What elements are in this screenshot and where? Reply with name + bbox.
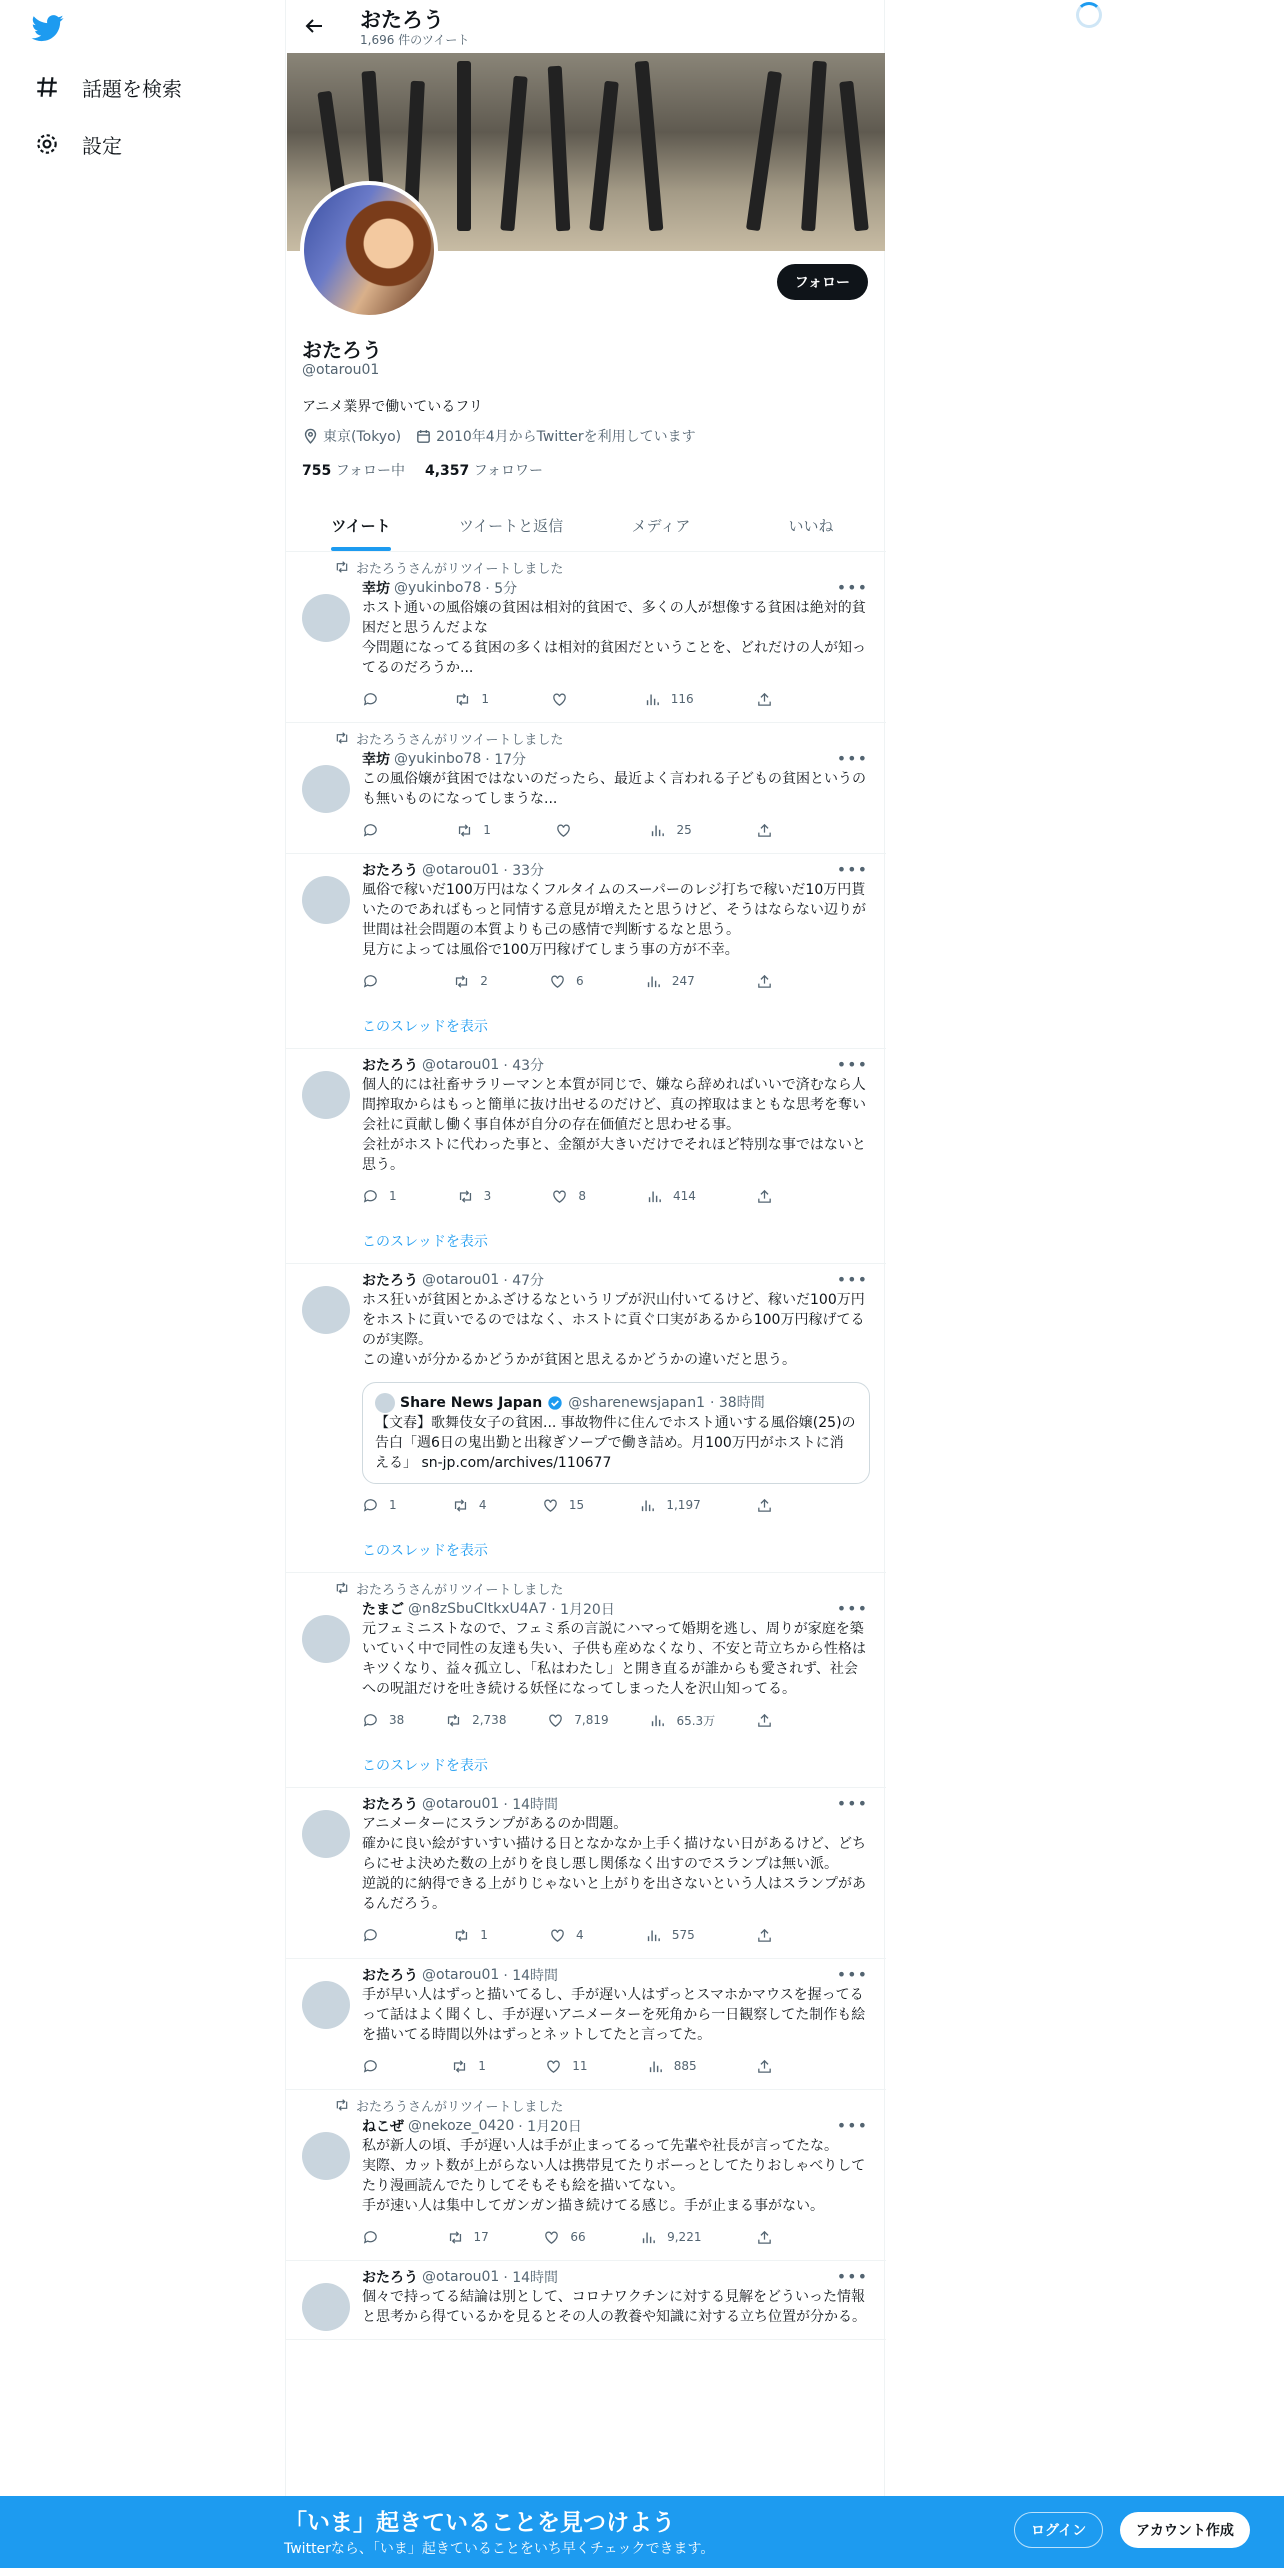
retweet-icon	[447, 2229, 464, 2246]
heart-icon	[555, 822, 572, 839]
more-options-icon[interactable]: •••	[836, 578, 868, 597]
signup-subtext: Twitterなら、「いま」起きていることをいち早くチェックできます。	[284, 2541, 715, 2557]
signup-banner	[0, 2496, 1284, 2568]
more-options-icon[interactable]: •••	[836, 1055, 868, 1074]
tweet-time[interactable]: · 43分	[503, 1058, 545, 1074]
signup-headline: 「いま」起きていることを見つけよう	[284, 2510, 675, 2536]
tweet-text: 風俗で稼いだ100万円はなくフルタイムのスーパーのレジ打ちで稼いだ10万円貰いたのであればもっと同情する意見が増えたと思うけど、そうはならない辺りが世間は社会問題の本質よりも己の感情で判断するなと思う。 見方によっては風俗で100万円稼げてしまう事の方が不幸。	[362, 882, 866, 958]
join-date	[415, 426, 695, 446]
verified-badge-icon	[547, 1395, 563, 1411]
tweet-time[interactable]: · 14時間	[503, 1797, 559, 1813]
analytics-icon	[646, 1188, 663, 1205]
retweet-icon	[453, 1927, 470, 1944]
tweet-actions	[362, 1185, 786, 1207]
tweet[interactable]	[286, 1788, 886, 1959]
view-count: 885	[673, 2059, 697, 2073]
analytics-icon	[639, 1497, 656, 1514]
tweet-avatar[interactable]	[302, 1981, 350, 2029]
following-link[interactable]: 755 フォロー中	[302, 463, 405, 479]
share-button[interactable]	[756, 822, 786, 839]
reply-button[interactable]	[362, 1497, 397, 1514]
reply-button[interactable]	[362, 822, 392, 839]
main-column	[285, 0, 885, 2568]
hashtag-icon	[34, 74, 60, 100]
heart-icon	[551, 691, 568, 708]
profile-bio: アニメ業界で働いているフリ	[302, 399, 483, 415]
views-button[interactable]	[649, 822, 691, 839]
tweet[interactable]	[286, 1573, 886, 1788]
like-count: 8	[578, 1189, 586, 1203]
more-options-icon[interactable]: •••	[836, 1794, 868, 1813]
retweet-icon	[452, 1497, 469, 1514]
profile-header	[286, 0, 886, 52]
join-date-text: 2010年4月からTwitterを利用しています	[436, 429, 696, 445]
share-icon	[756, 1712, 773, 1729]
tweet-text: 元フェミニストなので、フェミ系の言説にハマって婚期を逃し、周りが家庭を築いていく中で同性の友達も失い、子供も産めなくなり、不安と苛立ちから性格はキツくなり、益々孤立し、「私はわたし」と開き直るが誰からも愛されず、社会への呪詛だけを吐き続ける妖怪になってしまった人を沢山知ってる。	[362, 1621, 866, 1697]
tweet-time[interactable]: · 1月20日	[551, 1602, 615, 1618]
reply-icon	[362, 1927, 379, 1944]
tweet-author-name[interactable]: 幸坊	[362, 752, 390, 768]
profile-name: おたろう	[302, 338, 382, 362]
analytics-icon	[644, 691, 661, 708]
retweet-indicator-label: おたろうさんがリツイートしました	[356, 1582, 564, 1598]
view-count: 575	[671, 1928, 695, 1942]
tweet-avatar[interactable]	[302, 876, 350, 924]
like-button[interactable]	[545, 2058, 587, 2075]
view-count: 65.3万	[676, 1713, 716, 1728]
analytics-icon	[649, 822, 666, 839]
tweet-author-handle[interactable]: @otarou01	[422, 2269, 500, 2285]
retweet-button[interactable]	[453, 1927, 488, 1944]
tab-media[interactable]: メディア	[631, 517, 691, 535]
tweet-avatar[interactable]	[302, 2283, 350, 2331]
view-count: 1,197	[666, 1498, 701, 1512]
tweet-text: 私が新人の頃、手が遅い人は手が止まってるって先輩や社長が言ってたな。 実際、カット数が上がらない人は携帯見てたりボーっとしてたりおしゃべりしてたり漫画読んでたりしてそもそも絵を描いてない。 手が速い人は集中してガンガン描き続けてる感じ。手が止まる事がない。	[362, 2138, 866, 2214]
tweet-header	[362, 578, 870, 598]
tweet-text: この風俗嬢が貧困ではないのだったら、最近よく言われる子どもの貧困というのも無いものになってしまうな...	[362, 771, 866, 807]
reply-icon	[362, 973, 379, 990]
tweet-author-handle[interactable]: @otarou01	[422, 862, 500, 878]
follow-button[interactable]: フォロー	[777, 264, 868, 300]
followers-link[interactable]: 4,357 フォロワー	[425, 463, 544, 479]
loading-spinner-icon	[1076, 2, 1102, 28]
nav-explore-label: 話題を検索	[82, 76, 182, 101]
like-count: 11	[572, 2059, 588, 2073]
share-icon	[756, 1188, 773, 1205]
signup-button[interactable]: アカウント作成	[1120, 2512, 1250, 2548]
tab-tweets[interactable]: ツイート	[286, 500, 436, 551]
location-text: 東京(Tokyo)	[323, 429, 402, 445]
heart-icon	[542, 1497, 559, 1514]
tab-tweets-replies[interactable]: ツイートと返信	[458, 517, 564, 535]
like-count: 7,819	[574, 1713, 609, 1727]
like-button[interactable]	[551, 691, 581, 708]
show-thread-link[interactable]: このスレッドを表示	[362, 1758, 488, 1774]
show-thread-link[interactable]: このスレッドを表示	[362, 1543, 488, 1559]
tweet-time[interactable]: · 47分	[503, 1273, 545, 1289]
share-icon	[756, 973, 773, 990]
tweet-header	[362, 2267, 870, 2287]
tweet-text: 手が早い人はずっと描いてるし、手が遅い人はずっとスマホかマウスを握ってるって話はよく聞くし、手が遅いアニメーターを死角から一日観察してた制作も絵を描いてる時間以外はずっとネットしてたと言ってた。	[362, 1987, 866, 2043]
analytics-icon	[640, 2229, 657, 2246]
views-button[interactable]	[646, 1188, 696, 1205]
more-options-icon[interactable]: •••	[836, 1270, 868, 1289]
quoted-author-handle: @sharenewsjapan1	[568, 1395, 705, 1411]
like-count: 6	[576, 974, 584, 988]
tweet-author-name[interactable]: 幸坊	[362, 581, 390, 597]
retweet-indicator	[334, 2096, 870, 2114]
retweet-count: 1	[481, 692, 489, 706]
profile-meta	[302, 426, 696, 446]
views-button[interactable]	[645, 1927, 695, 1944]
tweet-time[interactable]: · 17分	[485, 752, 527, 768]
tweet-header	[362, 1965, 870, 1985]
retweet-count: 17	[473, 2230, 489, 2244]
heart-icon	[543, 2229, 560, 2246]
like-button[interactable]	[549, 973, 584, 990]
more-options-icon[interactable]: •••	[836, 860, 868, 879]
retweet-icon	[451, 2058, 468, 2075]
more-options-icon[interactable]: •••	[836, 1965, 868, 1984]
tweet-avatar[interactable]	[302, 1810, 350, 1858]
quoted-time: · 38時間	[709, 1395, 765, 1411]
tweet-author-handle[interactable]: @yukinbo78	[394, 751, 482, 767]
retweet-indicator-label: おたろうさんがリツイートしました	[356, 561, 564, 577]
tweet-time[interactable]: · 33分	[503, 863, 545, 879]
views-button[interactable]	[645, 973, 695, 990]
reply-button[interactable]	[362, 2058, 392, 2075]
share-icon	[756, 2058, 773, 2075]
retweet-button[interactable]	[451, 2058, 486, 2075]
views-button[interactable]	[640, 2229, 701, 2246]
tweet-avatar[interactable]	[302, 2132, 350, 2180]
tweet[interactable]	[286, 2261, 886, 2340]
tweet-header	[362, 1794, 870, 1814]
tweet-text: 個人的には社畜サラリーマンと本質が同じで、嫌なら辞めればいいで済むなら人間搾取からはもっと簡単に抜け出せるのだけど、真の搾取はまともな思考を奪い会社に貢献し働く事自体が自分の存在価値だと思わせる事。 会社がホストに代わった事と、金額が大きいだけでそれほど特別な事ではないと思う。	[362, 1077, 866, 1173]
retweet-icon	[456, 822, 473, 839]
retweet-indicator-label: おたろうさんがリツイートしました	[356, 732, 564, 748]
reply-button[interactable]	[362, 2229, 392, 2246]
back-arrow-icon[interactable]	[302, 14, 326, 38]
retweet-button[interactable]	[447, 2229, 489, 2246]
tweet-header	[362, 749, 870, 769]
reply-icon	[362, 1188, 379, 1205]
nav-settings[interactable]	[34, 124, 122, 164]
retweet-button[interactable]	[456, 822, 491, 839]
retweet-count: 1	[480, 1928, 488, 1942]
tweet-author-name[interactable]: おたろう	[362, 863, 418, 879]
tweet-actions	[362, 688, 786, 710]
tweet-author-handle[interactable]: @otarou01	[422, 1057, 500, 1073]
tweet-avatar[interactable]	[302, 1071, 350, 1119]
tweet-author-name[interactable]: おたろう	[362, 1797, 418, 1813]
more-options-icon[interactable]: •••	[836, 1599, 868, 1618]
share-button[interactable]	[756, 1497, 786, 1514]
share-button[interactable]	[756, 1188, 786, 1205]
analytics-icon	[645, 973, 662, 990]
share-icon	[756, 1927, 773, 1944]
retweet-indicator	[334, 558, 870, 576]
tweet-avatar[interactable]	[302, 765, 350, 813]
reply-icon	[362, 691, 379, 708]
view-count: 9,221	[667, 2230, 702, 2244]
tweet[interactable]	[286, 854, 886, 1049]
views-button[interactable]	[647, 2058, 697, 2075]
retweet-button[interactable]	[452, 1497, 487, 1514]
retweet-count: 2,738	[472, 1713, 507, 1727]
tweet-author-handle[interactable]: @n8zSbuCItkxU4A7	[408, 1601, 548, 1617]
retweet-indicator-icon	[334, 1580, 350, 1596]
more-options-icon[interactable]: •••	[836, 2116, 868, 2135]
reply-count: 1	[389, 1498, 397, 1512]
retweet-count: 2	[480, 974, 488, 988]
profile-tabs	[286, 500, 886, 552]
location-pin-icon	[302, 428, 319, 445]
tweet-author-name[interactable]: おたろう	[362, 1058, 418, 1074]
retweet-count: 1	[483, 823, 491, 837]
tweet-text: アニメーターにスランプがあるのか問題。 確かに良い絵がすいすい描ける日となかなか上手く描けない日があるけど、どちらにせよ決めた数の上がりを良し悪し関係なく出すのでスランプは無い派。 逆説的に納得できる上がりじゃないと上がりを出さないという人はスランプがあるんだろう。	[362, 1816, 866, 1912]
tweet-text: ホス狂いが貧困とかふざけるなというリプが沢山付いてるけど、稼いだ100万円をホストに貢いでるのではなく、ホストに貢ぐ口実があるから100万円稼げてるのが実際。 この違いが分かるかどうかが貧困と思えるかどうかの違いだと思う。	[362, 1292, 865, 1368]
tweet-time[interactable]: · 14時間	[503, 1968, 559, 1984]
share-button[interactable]	[756, 691, 786, 708]
reply-button[interactable]	[362, 1188, 397, 1205]
tweet-author-handle[interactable]: @otarou01	[422, 1967, 500, 1983]
retweet-icon	[445, 1712, 462, 1729]
retweet-button[interactable]	[454, 691, 489, 708]
analytics-icon	[649, 1712, 666, 1729]
tweet[interactable]	[286, 723, 886, 854]
tweet-author-handle[interactable]: @yukinbo78	[394, 580, 482, 596]
show-thread-link[interactable]: このスレッドを表示	[362, 1234, 488, 1250]
tweet-actions	[362, 2226, 786, 2248]
profile-handle: @otarou01	[302, 362, 380, 378]
tweet-author-handle[interactable]: @otarou01	[422, 1272, 500, 1288]
view-count: 247	[671, 974, 695, 988]
tweet[interactable]	[286, 1049, 886, 1264]
share-button[interactable]	[756, 973, 786, 990]
retweet-indicator-icon	[334, 2097, 350, 2113]
reply-count: 38	[389, 1713, 405, 1727]
tweet-header	[362, 860, 870, 880]
quoted-tweet[interactable]	[362, 1382, 870, 1484]
tweet-actions	[362, 1924, 786, 1946]
share-icon	[756, 1497, 773, 1514]
reply-button[interactable]	[362, 1927, 392, 1944]
tweet-author-name[interactable]: おたろう	[362, 1273, 418, 1289]
retweet-indicator	[334, 1579, 870, 1597]
login-button[interactable]: ログイン	[1014, 2512, 1103, 2548]
like-button[interactable]	[547, 1712, 608, 1729]
views-button[interactable]	[644, 691, 694, 708]
retweet-indicator-label: おたろうさんがリツイートしました	[356, 2099, 564, 2115]
share-button[interactable]	[756, 1927, 786, 1944]
like-count: 66	[570, 2230, 586, 2244]
heart-icon	[551, 1188, 568, 1205]
nav-settings-label: 設定	[82, 133, 122, 158]
share-icon	[756, 691, 773, 708]
retweet-button[interactable]	[453, 973, 488, 990]
tweet-author-name[interactable]: たまご	[362, 1602, 404, 1618]
reply-button[interactable]	[362, 1712, 404, 1729]
like-button[interactable]	[551, 1188, 586, 1205]
share-icon	[756, 2229, 773, 2246]
tweet-author-handle[interactable]: @otarou01	[422, 1796, 500, 1812]
quoted-author-name: Share News Japan	[400, 1395, 543, 1411]
retweet-indicator-icon	[334, 730, 350, 746]
tweet-author-name[interactable]: おたろう	[362, 2270, 418, 2286]
tweet[interactable]	[286, 1264, 886, 1573]
retweet-count: 4	[478, 1498, 487, 1512]
reply-icon	[362, 1712, 379, 1729]
tweet-time[interactable]: · 5分	[485, 581, 518, 597]
tweet-actions	[362, 1494, 786, 1516]
reply-button[interactable]	[362, 973, 392, 990]
heart-icon	[547, 1712, 564, 1729]
analytics-icon	[647, 2058, 664, 2075]
retweet-icon	[454, 691, 471, 708]
profile-avatar[interactable]	[300, 181, 438, 319]
view-count: 116	[670, 692, 694, 706]
reply-count: 1	[389, 1189, 397, 1203]
heart-icon	[545, 2058, 562, 2075]
tweet-author-name[interactable]: ねこぜ	[362, 2119, 404, 2135]
share-button[interactable]	[756, 1712, 786, 1729]
tweet-text: 個々で持ってる結論は別として、コロナワクチンに対する見解をどういった情報と思考から得ているかを見るとその人の教養や知識に対する立ち位置が分かる。	[362, 2289, 866, 2325]
like-button[interactable]	[542, 1497, 584, 1514]
retweet-button[interactable]	[457, 1188, 492, 1205]
tweet-avatar[interactable]	[302, 1286, 350, 1334]
gear-icon	[34, 131, 60, 157]
location	[302, 426, 401, 446]
retweet-indicator	[334, 729, 870, 747]
reply-icon	[362, 2229, 379, 2246]
tweet-actions	[362, 970, 786, 992]
twitter-logo-icon[interactable]	[30, 12, 66, 44]
share-button[interactable]	[756, 2058, 786, 2075]
views-button[interactable]	[639, 1497, 700, 1514]
tweet-text: ホスト通いの風俗嬢の貧困は相対的貧困で、多くの人が想像する貧困は絶対的貧困だと思うんだよな 今問題になってる貧困の多くは相対的貧困だということを、どれだけの人が知ってるのだろうか...	[362, 600, 866, 676]
tweet-actions	[362, 819, 786, 841]
share-icon	[756, 822, 773, 839]
like-button[interactable]	[549, 1927, 584, 1944]
nav-explore[interactable]	[34, 67, 182, 107]
tweet-actions	[362, 2055, 786, 2077]
tweet-author-handle[interactable]: @nekoze_0420	[408, 2118, 515, 2134]
tweet-header	[362, 1270, 870, 1290]
retweet-icon	[453, 973, 470, 990]
like-button[interactable]	[555, 822, 585, 839]
tweet[interactable]	[286, 1959, 886, 2090]
tweet-time[interactable]: · 1月20日	[518, 2119, 582, 2135]
retweet-button[interactable]	[445, 1712, 506, 1729]
analytics-icon	[645, 1927, 662, 1944]
header-title: おたろう	[360, 8, 444, 32]
tweet[interactable]	[286, 552, 886, 723]
tweet-author-name[interactable]: おたろう	[362, 1968, 418, 1984]
retweet-count: 1	[478, 2059, 486, 2073]
tweet-avatar[interactable]	[302, 594, 350, 642]
reply-icon	[362, 822, 379, 839]
tweet-header	[362, 2116, 870, 2136]
retweet-count: 3	[483, 1189, 492, 1203]
retweet-icon	[457, 1188, 474, 1205]
like-button[interactable]	[543, 2229, 585, 2246]
view-count: 414	[673, 1189, 696, 1203]
quoted-avatar	[375, 1393, 395, 1413]
reply-icon	[362, 2058, 379, 2075]
tweet-header	[362, 1599, 870, 1619]
tweet-time[interactable]: · 14時間	[503, 2270, 559, 2286]
heart-icon	[549, 1927, 566, 1944]
tweet-timeline	[286, 552, 886, 2340]
heart-icon	[549, 973, 566, 990]
retweet-indicator-icon	[334, 559, 350, 575]
tweet-avatar[interactable]	[302, 1615, 350, 1663]
tweet[interactable]	[286, 2090, 886, 2261]
views-button[interactable]	[649, 1712, 715, 1729]
tweet-header	[362, 1055, 870, 1075]
share-button[interactable]	[756, 2229, 786, 2246]
tweet-actions	[362, 1709, 786, 1731]
reply-icon	[362, 1497, 379, 1514]
header-tweet-count: 1,696 件のツイート	[360, 33, 470, 47]
more-options-icon[interactable]: •••	[836, 749, 868, 768]
view-count: 25	[676, 823, 692, 837]
reply-button[interactable]	[362, 691, 392, 708]
quoted-text: 【文春】歌舞伎女子の貧困... 事故物件に住んでホスト通いする風俗嬢(25)の告白「週6日の鬼出勤と出稼ぎソープで働き詰め。月100万円がホストに消える」 sn-jp.com/archives/110677	[375, 1415, 856, 1471]
follow-counts	[302, 460, 543, 480]
like-count: 4	[576, 1928, 584, 1942]
like-count: 15	[568, 1498, 585, 1512]
show-thread-link[interactable]: このスレッドを表示	[362, 1019, 488, 1035]
tab-likes[interactable]: いいね	[788, 517, 834, 535]
more-options-icon[interactable]: •••	[836, 2267, 868, 2286]
calendar-icon	[415, 428, 432, 445]
